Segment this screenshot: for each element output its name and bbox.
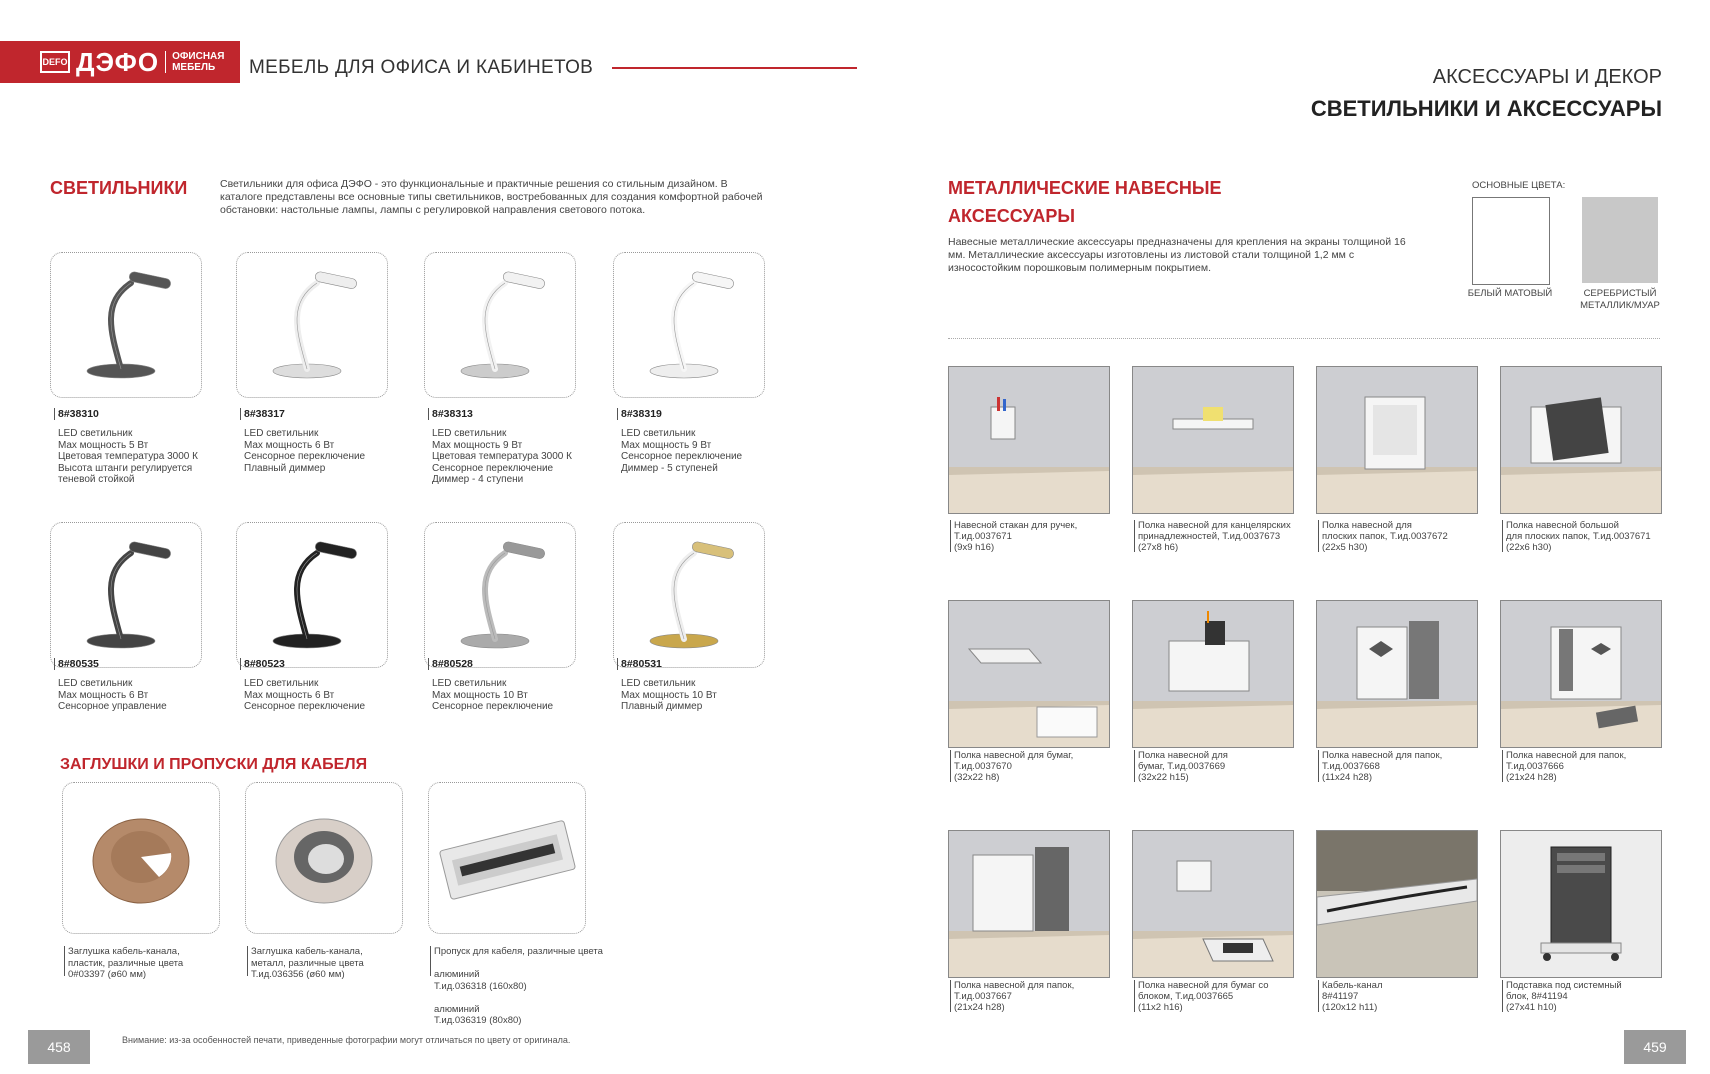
lamp-description: LED светильник Max мощность 6 Вт Сенсорное переключение: [244, 678, 366, 712]
logo-mark-icon: DEFO: [40, 51, 70, 73]
lamp-card[interactable]: [50, 522, 202, 668]
lamps-heading: СВЕТИЛЬНИКИ: [50, 178, 188, 198]
caption-marker: [430, 946, 431, 976]
accessory-caption: Кабель-канал 8#41197 (120х12 h11): [1322, 980, 1383, 1013]
lamp-description: LED светильник Max мощность 10 Вт Сенсорное переключение: [432, 678, 554, 712]
code-marker: [428, 408, 429, 420]
lamp-card[interactable]: [424, 522, 576, 668]
accessory-caption: Полка навесной большой для плоских папок, Т.ид.0037671 (22х6 h30): [1506, 520, 1651, 553]
caption-marker: [1134, 750, 1135, 782]
caption-marker: [64, 946, 65, 976]
lamp-card[interactable]: [50, 252, 202, 398]
accessory-photo[interactable]: [948, 830, 1110, 978]
color-name-silver: СЕРЕБРИСТЫЙ МЕТАЛЛИК/МУАР: [1580, 288, 1660, 311]
caption-marker: [1318, 750, 1319, 782]
lamp-card[interactable]: [236, 522, 388, 668]
page-title: СВЕТИЛЬНИКИ И АКСЕССУАРЫ: [1310, 96, 1662, 121]
logo-sub-line-2: МЕБЕЛЬ: [172, 62, 216, 73]
logo-subtitle: [165, 51, 224, 73]
accessory-photo[interactable]: [1500, 830, 1662, 978]
catalog-section-title: МЕБЕЛЬ ДЛЯ ОФИСА И КАБИНЕТОВ: [249, 57, 594, 78]
accessory-photo[interactable]: [948, 366, 1110, 514]
lamp-card[interactable]: [613, 252, 765, 398]
code-marker: [240, 408, 241, 420]
cable-card[interactable]: [245, 782, 403, 934]
lamps-intro: Светильники для офиса ДЭФО - это функциональные и практичные решения со стильным дизайном. В каталоге представлены все основные типы светильников, востребованных для создания комфортной рабочей обстановки: настольные лампы, лампы с регулировкой направления светового потока.: [220, 178, 763, 216]
accessory-caption: Полка навесной для бумаг, Т.ид.0037669 (32х22 h15): [1138, 750, 1228, 783]
lamp-description: LED светильник Max мощность 9 Вт Цветовая температура 3000 К Сенсорное переключение Диммер - 4 ступени: [432, 428, 572, 485]
caption-marker: [1318, 520, 1319, 552]
code-marker: [428, 658, 429, 670]
logo-text: ДЭФО: [76, 46, 160, 77]
cable-card[interactable]: [62, 782, 220, 934]
accessory-photo[interactable]: [1316, 600, 1478, 748]
caption-marker: [1502, 750, 1503, 782]
page-number-right: 459: [1624, 1030, 1686, 1064]
lamp-code: 8#80531: [621, 658, 662, 670]
caption-marker: [1134, 980, 1135, 1012]
cable-description: Заглушка кабель-канала, металл, различные цвета Т.ид.036356 (ø60 мм): [251, 946, 364, 980]
lamp-code: 8#38317: [244, 408, 285, 420]
color-name-white: БЕЛЫЙ МАТОВЫЙ: [1467, 288, 1553, 299]
code-marker: [617, 408, 618, 420]
code-marker: [54, 408, 55, 420]
accessory-caption: Полка навесной для бумаг со блоком, Т.ид.0037665 (11х2 h16): [1138, 980, 1269, 1013]
accessory-photo[interactable]: [1500, 600, 1662, 748]
accessory-photo[interactable]: [1500, 366, 1662, 514]
lamp-code: 8#80535: [58, 658, 99, 670]
color-swatch-white: [1472, 197, 1550, 285]
lamp-description: LED светильник Max мощность 6 Вт Сенсорное управление: [58, 678, 167, 712]
accessory-caption: Полка навесной для канцелярских принадлежностей, Т.ид.0037673 (27х8 h6): [1138, 520, 1291, 553]
accessory-caption: Подставка под системный блок, 8#41194 (27х41 h10): [1506, 980, 1622, 1013]
color-swatch-silver: [1582, 197, 1658, 283]
page-number-left: 458: [28, 1030, 90, 1064]
caption-marker: [1502, 980, 1503, 1012]
accessory-caption: Полка навесной для плоских папок, Т.ид.0037672 (22х5 h30): [1322, 520, 1448, 553]
code-marker: [240, 658, 241, 670]
accessory-photo[interactable]: [1132, 366, 1294, 514]
lamp-card[interactable]: [236, 252, 388, 398]
lamp-description: LED светильник Max мощность 6 Вт Сенсорное переключение Плавный диммер: [244, 428, 366, 474]
logo-sub-line-1: ОФИСНАЯ: [172, 51, 225, 62]
accessory-caption: Навесной стакан для ручек, Т.ид.0037671 (9х9 h16): [954, 520, 1078, 553]
lamp-card[interactable]: [424, 252, 576, 398]
lamp-code: 8#38310: [58, 408, 99, 420]
print-disclaimer: Внимание: из-за особенностей печати, приведенные фотографии могут отличаться по цвету от оригинала.: [122, 1035, 571, 1045]
metal-heading-line1: МЕТАЛЛИЧЕСКИЕ НАВЕСНЫЕ: [948, 178, 1222, 198]
accessory-photo[interactable]: [948, 600, 1110, 748]
code-marker: [617, 658, 618, 670]
lamp-code: 8#38319: [621, 408, 662, 420]
accessory-caption: Полка навесной для папок, Т.ид.0037668 (11х24 h28): [1322, 750, 1443, 783]
brand-logo: [0, 41, 240, 83]
lamp-code: 8#38313: [432, 408, 473, 420]
caption-marker: [1502, 520, 1503, 552]
caption-marker: [247, 946, 248, 976]
cable-card[interactable]: [428, 782, 586, 934]
lamp-code: 8#80523: [244, 658, 285, 670]
cable-description: Заглушка кабель-канала, пластик, различные цвета 0#03397 (ø60 мм): [68, 946, 184, 980]
accessory-photo[interactable]: [1316, 366, 1478, 514]
category-title: АКСЕССУАРЫ И ДЕКОР: [1432, 66, 1662, 88]
lamp-description: LED светильник Max мощность 10 Вт Плавный диммер: [621, 678, 717, 712]
lamp-card[interactable]: [613, 522, 765, 668]
accessory-caption: Полка навесной для папок, Т.ид.0037667 (21х24 h28): [954, 980, 1075, 1013]
section-divider: [948, 338, 1660, 339]
caption-marker: [950, 750, 951, 782]
metal-intro: Навесные металлические аксессуары предназначены для крепления на экраны толщиной 16 мм. Металлические аксессуары изготовлены из листовой стали толщиной 1,2 мм с износостойким порошковым полимерным покрытием.: [948, 236, 1406, 274]
accessory-caption: Полка навесной для папок, Т.ид.0037666 (21х24 h28): [1506, 750, 1627, 783]
accessory-photo[interactable]: [1132, 830, 1294, 978]
metal-heading-line2: АКСЕССУАРЫ: [948, 206, 1075, 226]
caption-marker: [950, 980, 951, 1012]
caption-marker: [1134, 520, 1135, 552]
cable-description: Пропуск для кабеля, различные цвета алюминий Т.ид.036318 (160х80) алюминий Т.ид.036319 (80х80): [434, 946, 603, 1026]
accessory-caption: Полка навесной для бумаг, Т.ид.0037670 (32х22 h8): [954, 750, 1074, 783]
accessory-photo[interactable]: [1316, 830, 1478, 978]
caption-marker: [950, 520, 951, 552]
header-divider: [612, 67, 857, 69]
cable-heading: ЗАГЛУШКИ И ПРОПУСКИ ДЛЯ КАБЕЛЯ: [60, 756, 368, 773]
code-marker: [54, 658, 55, 670]
lamp-code: 8#80528: [432, 658, 473, 670]
accessory-photo[interactable]: [1132, 600, 1294, 748]
lamp-description: LED светильник Max мощность 5 Вт Цветовая температура 3000 К Высота штанги регулируется теневой стойкой: [58, 428, 198, 485]
caption-marker: [1318, 980, 1319, 1012]
lamp-description: LED светильник Max мощность 9 Вт Сенсорное переключение Диммер - 5 ступеней: [621, 428, 743, 474]
colors-label: ОСНОВНЫЕ ЦВЕТА:: [1472, 180, 1566, 191]
